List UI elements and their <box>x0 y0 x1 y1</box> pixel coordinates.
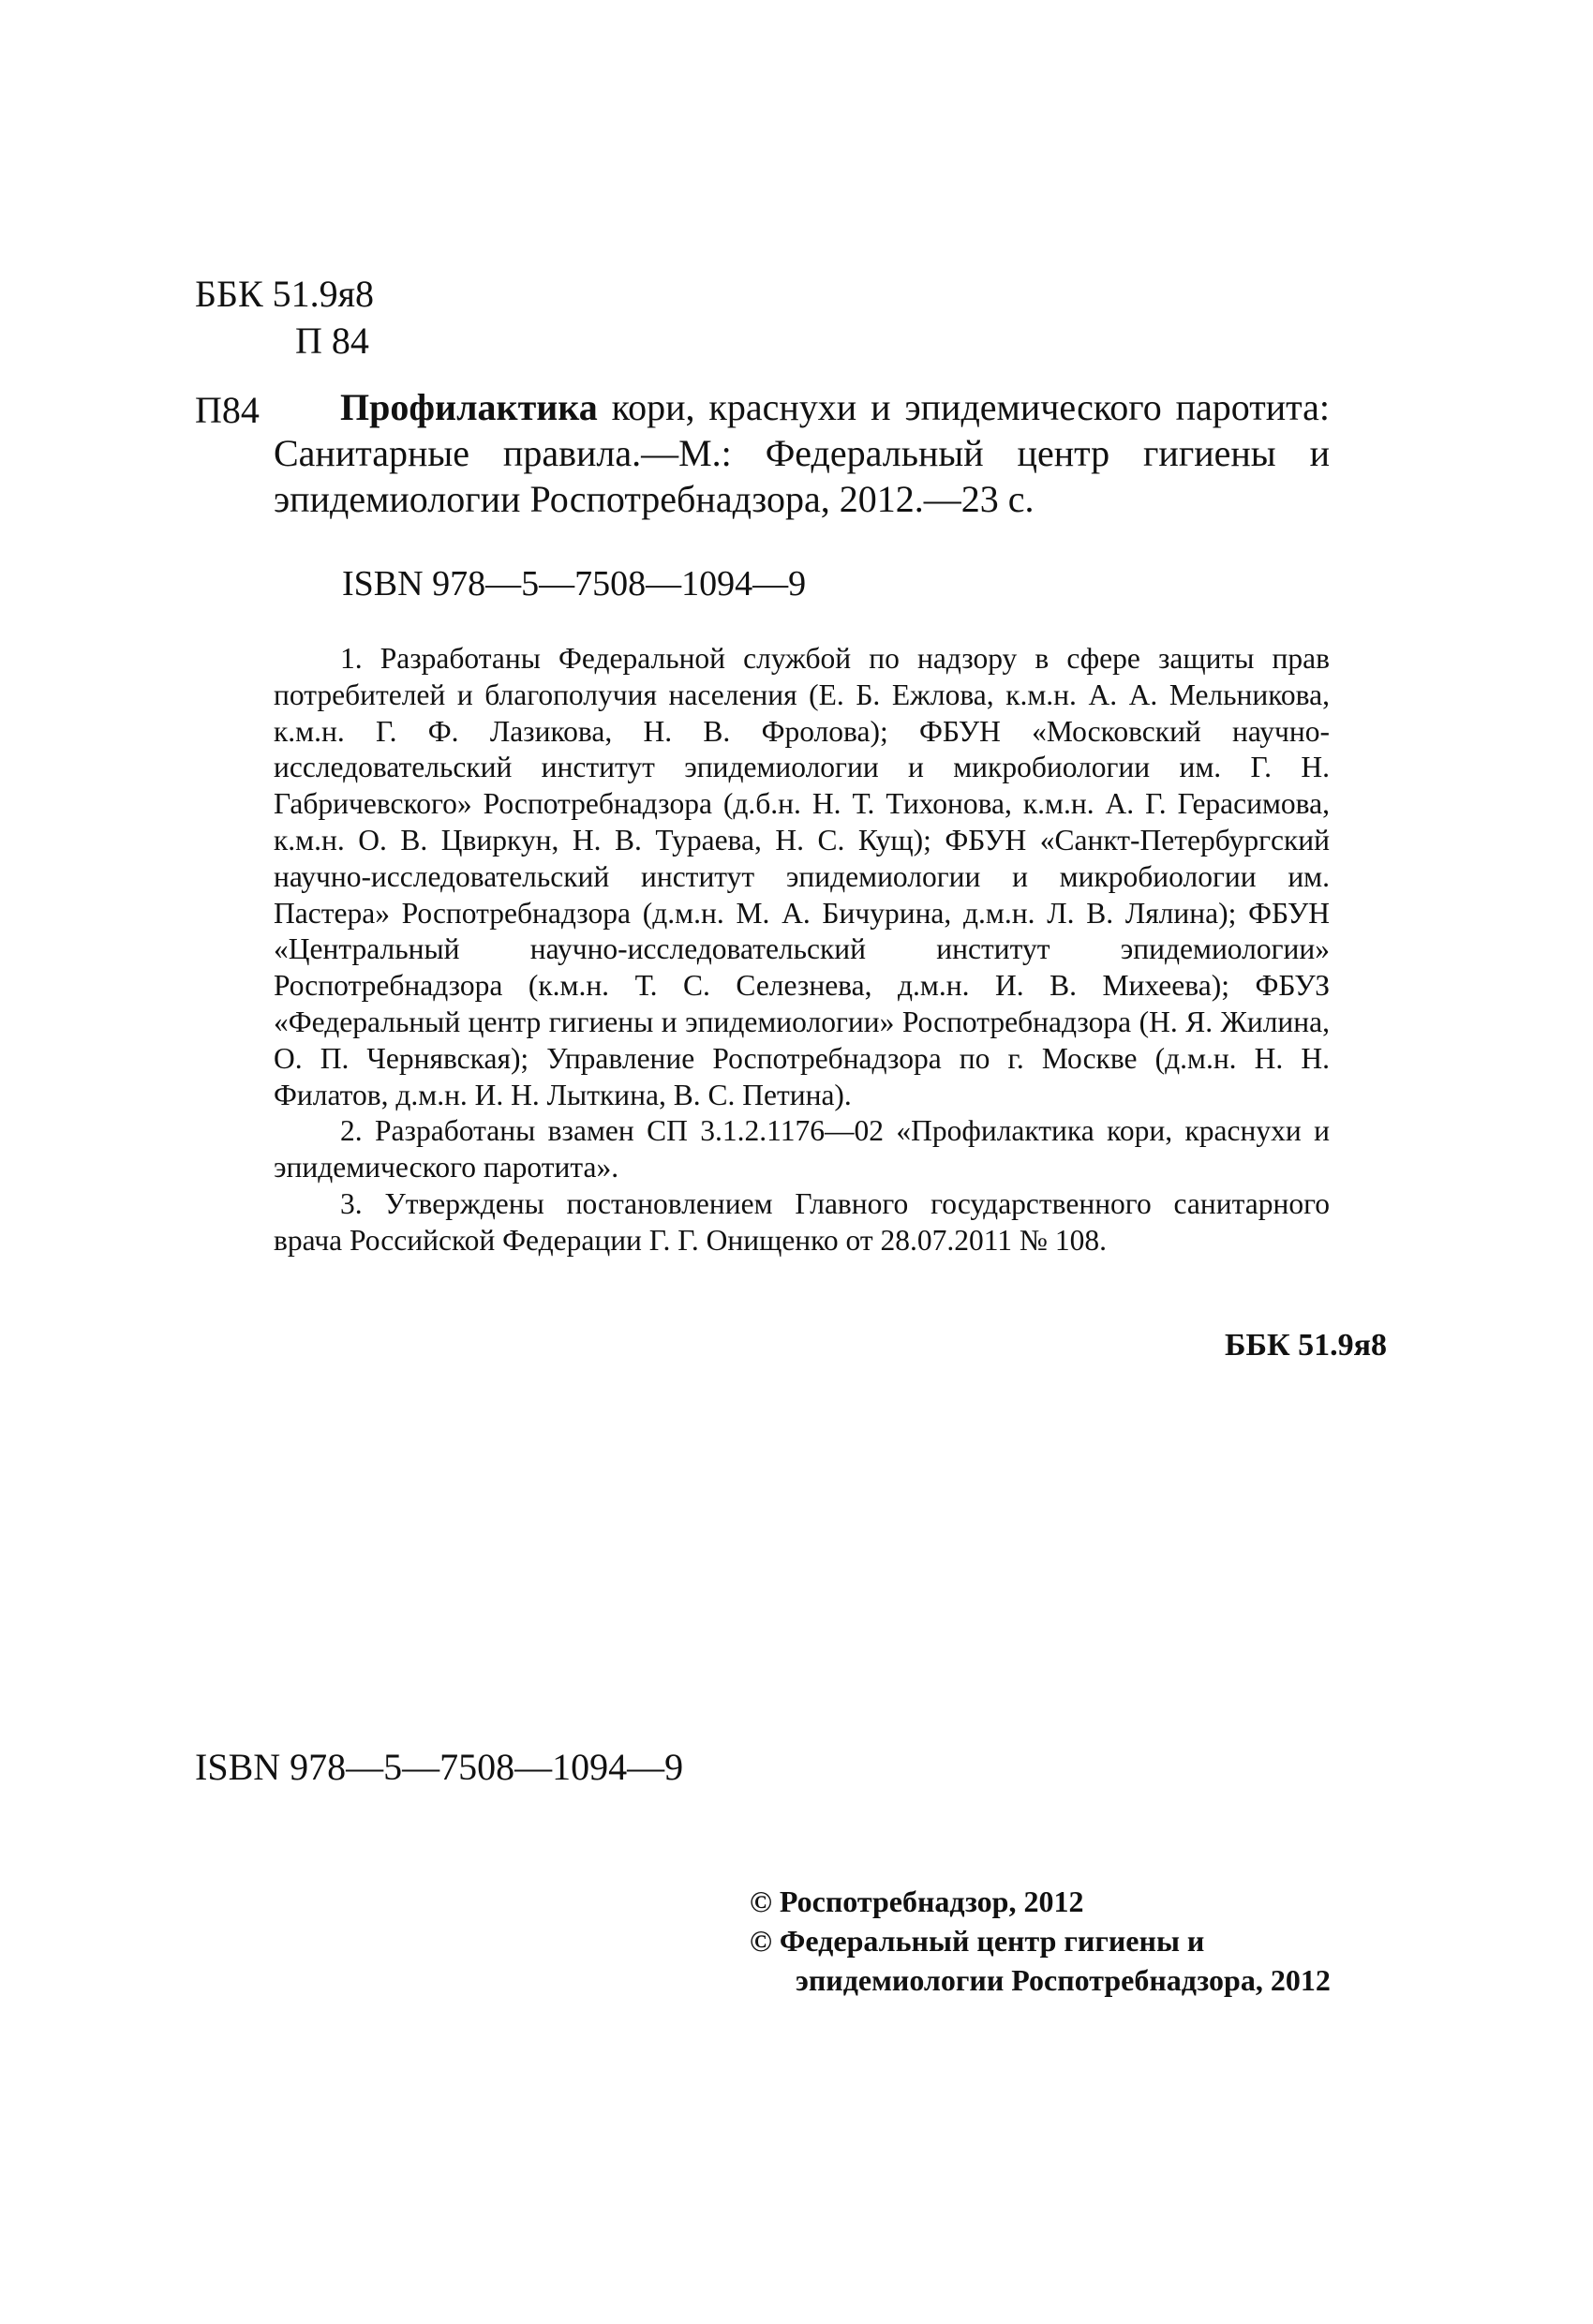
title-rest: кори, краснухи и эпидемического паротита: Санитарные правила.—М.: Федеральный центр гигиены и эпидемиологии Роспотребнадзора, 2012.—23 с. <box>274 386 1330 520</box>
note-2: 2. Разработаны взамен СП 3.1.2.1176—02 «Профилактика кори, краснухи и эпидемического паротита». <box>274 1114 1330 1184</box>
bbk-classification-bottom: ББК 51.9я8 <box>1224 1328 1387 1363</box>
copyright-line-3: эпидемиологии Роспотребнадзора, 2012 <box>796 1963 1331 1997</box>
entry-code: П84 <box>195 389 260 431</box>
copyright-line-2: © Федеральный центр гигиены и <box>750 1924 1205 1958</box>
note-1: 1. Разработаны Федеральной службой по надзору в сфере защиты прав потребителей и благополучия населения (Е. Б. Ежлова, к.м.н. А. А. Мельникова, к.м.н. Г. Ф. Лазикова, Н. В. Фролова); ФБУН «Московский научно-исследовательский институт эпидемиологии и микробиологии им. Г. Н. Габричевского» Роспотребнадзора (д.б.н. Н. Т. Тихонова, к.м.н. А. Г. Герасимова, к.м.н. О. В. Цвиркун, Н. В. Тураева, Н. С. Кущ); ФБУН «Санкт-Петербургский научно-исследовательский институт эпидемиологии и микробиологии им. Пастера» Роспотребнадзора (д.м.н. М. А. Бичурина, д.м.н. Л. В. Лялина); ФБУН «Центральный научно-исследовательский институт эпидемиологии» Роспотребнадзора (к.м.н. Т. С. Селезнева, д.м.н. И. В. Михеева); ФБУЗ «Федеральный центр гигиены и эпидемиологии» Роспотребнадзора (Н. Я. Жилина, О. П. Чернявская); Управление Роспотребнадзора по г. Москве (д.м.н. Н. Н. Филатов, д.м.н. И. Н. Лыткина, В. С. Петина). <box>274 642 1330 1111</box>
copyright-block <box>750 1882 1424 2000</box>
copyright-line-1: © Роспотребнадзор, 2012 <box>750 1885 1084 1918</box>
annotation-notes <box>274 641 1330 1259</box>
bbk-classification: ББК 51.9я8 <box>195 273 375 315</box>
isbn-bottom: ISBN 978—5—7508—1094—9 <box>195 1746 684 1788</box>
isbn-main: ISBN 978—5—7508—1094—9 <box>342 564 807 603</box>
title-bold: Профилактика <box>340 386 598 428</box>
note-3: 3. Утверждены постановлением Главного государственного санитарного врача Российской Федерации Г. Г. Онищенко от 28.07.2011 № 108. <box>274 1186 1330 1257</box>
bibliographic-description <box>274 384 1330 522</box>
author-mark: П 84 <box>295 320 369 362</box>
